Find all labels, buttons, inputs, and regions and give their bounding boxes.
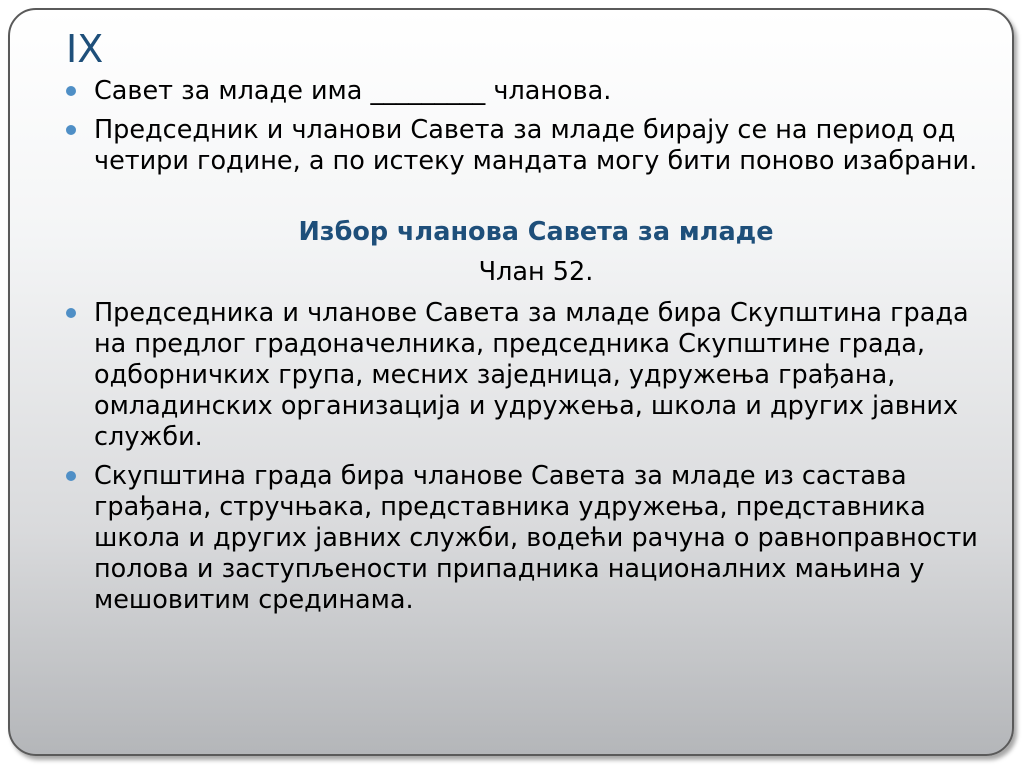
article-label: Члан 52. [478, 257, 594, 287]
section-heading: Избор чланова Савета за младе [298, 217, 774, 247]
bullet-item [66, 115, 986, 177]
bullet-item [66, 461, 986, 616]
bullet-text: Савет за младе има _________ чланова. [94, 76, 612, 106]
bullet-marker-icon [66, 471, 76, 481]
bullet-item [66, 298, 986, 453]
slide-frame [8, 8, 1014, 756]
bullet-text: Скупштина града бира чланове Савета за младе из састава грађана, стручњака, представника удружења, представника школа и других јавних служби, водећи рачуна о равноправности полова и заступљености припадника националних мањина у мешовитим срединама. [94, 461, 978, 615]
bullet-item [66, 76, 986, 107]
bullet-text: Председник и чланови Савета за младе бирају се на период од четири године, а по истеку мандата могу бити поново изабрани. [94, 115, 978, 176]
bullet-marker-icon [66, 308, 76, 318]
slide-title: IX [66, 27, 104, 71]
slide-content [66, 76, 986, 624]
spacer [66, 185, 986, 217]
bullet-marker-icon [66, 125, 76, 135]
bullet-text: Председника и чланове Савета за младе бира Скупштина града на предлог градоначелника, председника Скупштине града, одборничких група, месних заједница, удружења грађана, омладинских организација и удружења, школа и других јавних служби. [94, 298, 969, 452]
bullet-marker-icon [66, 86, 76, 96]
